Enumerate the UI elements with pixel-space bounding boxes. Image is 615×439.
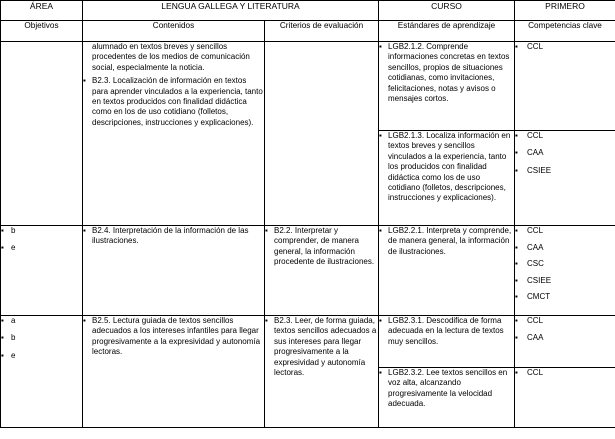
competencia-item: ▪ CCL [515, 42, 615, 52]
col-objetivos: Objetivos [1, 21, 83, 42]
course-label: CURSO [379, 1, 515, 21]
objetivo-item: ▪ e [1, 243, 82, 253]
estandar-cell [379, 368, 515, 428]
col-contenidos: Contenidos [83, 21, 265, 42]
contenidos-cell [83, 226, 265, 316]
objetivos-cell [1, 226, 83, 316]
header-row [1, 1, 615, 21]
estandar-item: ▪ LGB2.2.1. Interpreta y comprende, de manera general, la información de ilustraciones. [379, 226, 514, 257]
contenido-item: ▪ B2.5. Lectura guiada de textos sencillos adecuados a los intereses infantiles para llegar progresivamente a la expresividad y autonomía lectoras. [83, 316, 264, 358]
contenidos-cell [83, 316, 265, 428]
criterios-cell [265, 226, 379, 316]
table-row [1, 316, 615, 368]
subject-title: LENGUA GALLEGA Y LITERATURA [83, 1, 379, 21]
competencia-item: ▪ CAA [515, 333, 615, 343]
estandar-cell [379, 226, 515, 316]
objetivos-cell [1, 316, 83, 428]
competencia-item: ▪ CCL [515, 368, 615, 378]
objetivos-cell [1, 42, 83, 226]
objetivo-item: ▪ e [1, 351, 82, 361]
competencias-cell [515, 316, 615, 368]
table-row [1, 226, 615, 316]
col-competencias: Competencias clave [515, 21, 615, 42]
competencia-item: ▪ CMCT [515, 292, 615, 302]
objetivo-item: ▪ a [1, 316, 82, 326]
column-header-row [1, 21, 615, 42]
contenido-item: ▪ B2.4. Interpretación de la información de las ilustraciones. [83, 226, 264, 247]
competencia-item: ▪ CSC [515, 259, 615, 269]
criterios-cell [265, 42, 379, 226]
objetivo-item: ▪ b [1, 226, 82, 236]
competencia-item: ▪ CAA [515, 243, 615, 253]
table-row [1, 42, 615, 131]
estandar-cell [379, 131, 515, 226]
contenidos-continuation: alumnado en textos breves y sencillos procedentes de los medios de comunicación social, especialmente la noticia. [92, 42, 250, 72]
competencia-item: ▪ CSIEE [515, 276, 615, 286]
competencia-item: ▪ CAA [515, 148, 615, 158]
course-value: PRIMERO [515, 1, 615, 21]
competencia-item: ▪ CCL [515, 316, 615, 326]
estandar-item: ▪ LGB2.3.2. Lee textos sencillos en voz alta, alcanzando progresivamente la velocidad adecuada. [379, 368, 514, 410]
estandar-item: ▪ LGB2.1.2. Comprende informaciones concretas en textos sencillos, propios de situaciones cotidianas, como invitaciones, felicitaciones, notas y avisos o mensajes cortos. [379, 42, 514, 104]
competencia-item: ▪ CCL [515, 226, 615, 236]
criterio-item: ▪ B2.3. Leer, de forma guiada, textos sencillos adecuados a sus intereses para llegar progresivamente a la expresividad y autonomía lectoras. [265, 316, 378, 378]
col-criterios: Criterios de evaluación [265, 21, 379, 42]
col-estandares: Estándares de aprendizaje [379, 21, 515, 42]
objetivo-item: ▪ b [1, 333, 82, 343]
estandar-item: ▪ LGB2.3.1. Descodifica de forma adecuada en la lectura de textos muy sencillos. [379, 316, 514, 347]
competencias-cell [515, 368, 615, 428]
competencias-cell [515, 42, 615, 131]
criterio-item: ▪ B2.2. Interpretar y comprender, de manera general, la información procedente de ilustraciones. [265, 226, 378, 268]
estandar-cell [379, 42, 515, 131]
area-label: ÁREA [1, 1, 83, 21]
estandar-item: ▪ LGB2.1.3. Localiza información en textos breves y sencillos vinculados a la experiencia, tanto los producidos con finalidad didáctica como los de uso cotidiano (folletos, descripciones, instrucciones y explicaciones). [379, 131, 514, 204]
competencias-cell [515, 131, 615, 226]
contenidos-cell [83, 42, 265, 226]
competencias-cell [515, 226, 615, 316]
estandar-cell [379, 316, 515, 368]
competencia-item: ▪ CCL [515, 131, 615, 141]
contenido-item: ▪ B2.3. Localización de información en textos para aprender vinculados a la experiencia, tanto en textos producidos con finalidad didáctica como en los de uso cotidiano (folletos, descripciones, instrucciones y explicaciones). [83, 76, 264, 128]
competencia-item: ▪ CSIEE [515, 166, 615, 176]
criterios-cell [265, 316, 379, 428]
